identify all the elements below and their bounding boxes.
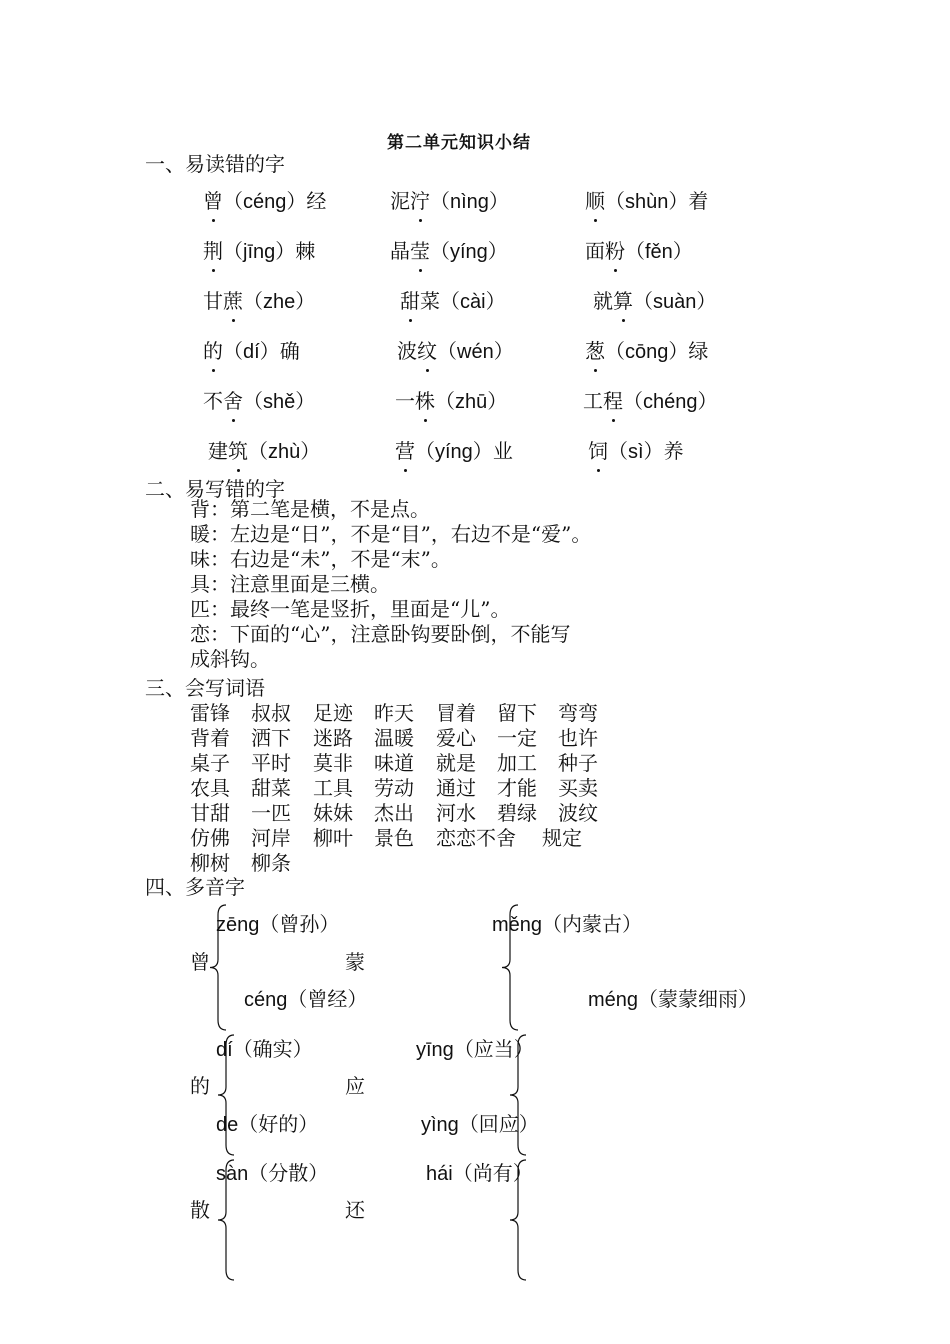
vocab-word: 桌子 [190, 751, 230, 775]
vocab-word: 甜菜 [251, 776, 291, 800]
pinyin: （zhù） [248, 441, 321, 463]
reading-entry [421, 1108, 539, 1137]
writing-note: 暖：左边是“日”，不是“目”，右边不是“爱”。 [190, 522, 592, 546]
pinyin: （cài） [440, 291, 506, 313]
vocab-word: 农具 [190, 776, 230, 800]
vocab-word: 河岸 [251, 826, 291, 850]
vocab-word: 规定 [542, 826, 582, 850]
pinyin: （chéng） [623, 391, 718, 413]
word: 波纹 [397, 339, 437, 363]
word: 营 [395, 439, 415, 463]
vocab-word: 柳条 [251, 851, 291, 875]
section3-heading: 三、会写词语 [145, 676, 265, 700]
vocab-word: 仿佛 [190, 826, 230, 850]
word: 葱 [585, 339, 605, 363]
reading-entry [588, 983, 758, 1012]
vocab-word: 妹妹 [313, 801, 353, 825]
word: 的 [203, 339, 223, 363]
reading-entry [426, 1157, 533, 1186]
word: 工程 [583, 389, 623, 413]
word: 荆 [203, 239, 223, 263]
vocab-word: 通过 [436, 776, 476, 800]
word: 一株 [395, 389, 435, 413]
reading-entry [416, 1033, 534, 1062]
reading-entry [492, 908, 642, 937]
vocab-word: 买卖 [558, 776, 598, 800]
pinyin: （fěn） [625, 241, 693, 263]
polyphonic-char: 散 [190, 1198, 210, 1222]
pinyin: （zhe） [243, 291, 316, 313]
vocab-word: 种子 [558, 751, 598, 775]
word-tail: 棘 [295, 239, 316, 263]
pinyin: sàn [216, 1163, 249, 1185]
writing-note: 成斜钩。 [190, 647, 270, 671]
writing-note: 匹：最终一笔是竖折，里面是“儿”。 [190, 597, 511, 621]
page-title: 第二单元知识小结 [387, 133, 531, 153]
vocab-word: 一匹 [251, 801, 291, 825]
vocab-word: 弯弯 [558, 701, 598, 725]
reading-entry [244, 983, 367, 1012]
example-word: （曾孙） [259, 912, 340, 936]
word: 建筑 [208, 439, 248, 463]
pinyin: （yíng） [415, 441, 493, 463]
vocab-word: 就是 [436, 751, 476, 775]
writing-note: 具：注意里面是三横。 [190, 572, 390, 596]
vocab-word: 洒下 [251, 726, 291, 750]
writing-note: 味：右边是“未”，不是“末”。 [190, 547, 451, 571]
example-word: （确实） [232, 1037, 313, 1061]
pinyin: （nìng） [430, 191, 509, 213]
pinyin: yìng [421, 1114, 459, 1136]
word: 甜菜 [400, 289, 440, 313]
word: 顺 [585, 189, 605, 213]
vocab-word: 昨天 [374, 701, 414, 725]
polyphonic-char: 蒙 [345, 950, 365, 974]
example-word: （分散） [248, 1161, 329, 1185]
vocab-word: 才能 [497, 776, 537, 800]
word-tail: 着 [688, 189, 709, 213]
vocab-word: 爱心 [436, 726, 476, 750]
word-tail: 绿 [688, 339, 709, 363]
example-word: （内蒙古） [542, 912, 643, 936]
example-word: （好的） [238, 1112, 319, 1136]
reading-entry [216, 1033, 313, 1062]
writing-note: 恋：下面的“心”，注意卧钩要卧倒，不能写 [190, 622, 571, 646]
pinyin: （shùn） [605, 191, 689, 213]
vocab-word: 温暖 [374, 726, 414, 750]
word-tail: 业 [492, 439, 513, 463]
word: 饲 [588, 439, 608, 463]
example-word: （尚有） [452, 1161, 533, 1185]
vocab-word: 工具 [313, 776, 353, 800]
vocab-word: 留下 [497, 701, 537, 725]
pinyin: （sì） [608, 441, 664, 463]
vocab-word: 一定 [497, 726, 537, 750]
example-word: （应当） [453, 1037, 534, 1061]
vocab-word: 景色 [374, 826, 414, 850]
vocab-word: 背着 [190, 726, 230, 750]
vocab-word: 劳动 [374, 776, 414, 800]
section2-heading: 二、易写错的字 [145, 477, 285, 501]
pinyin: （yíng） [430, 241, 508, 263]
vocab-word: 迷路 [313, 726, 353, 750]
section1-heading: 一、易读错的字 [145, 152, 285, 176]
vocab-word: 叔叔 [251, 701, 291, 725]
pinyin: （suàn） [633, 291, 717, 313]
vocab-word: 冒着 [436, 701, 476, 725]
word: 不舍 [203, 389, 243, 413]
word-tail: 确 [279, 339, 300, 363]
pinyin: yīng [416, 1039, 454, 1061]
word: 泥泞 [390, 189, 430, 213]
vocab-word: 波纹 [558, 801, 598, 825]
pinyin: céng [244, 989, 288, 1011]
pinyin: （wén） [437, 341, 514, 363]
word: 面粉 [585, 239, 625, 263]
pinyin: （zhū） [435, 391, 508, 413]
example-word: （回应） [458, 1112, 539, 1136]
pinyin: （shě） [243, 391, 316, 413]
reading-entry [216, 1157, 328, 1186]
pinyin: méng [588, 989, 639, 1011]
pinyin: （cōng） [605, 341, 689, 363]
vocab-word: 河水 [436, 801, 476, 825]
vocab-word: 也许 [558, 726, 598, 750]
polyphonic-char: 应 [345, 1074, 365, 1098]
pinyin: （dí） [223, 341, 280, 363]
vocab-word: 恋恋不舍 [436, 826, 516, 850]
pinyin: dí [216, 1039, 233, 1061]
word-tail: 经 [306, 189, 327, 213]
pinyin: de [216, 1114, 239, 1136]
vocab-word: 甘甜 [190, 801, 230, 825]
reading-entry [216, 1108, 318, 1137]
pinyin: hái [426, 1163, 453, 1185]
polyphonic-char: 还 [345, 1198, 365, 1222]
reading-entry [216, 908, 339, 937]
pinyin: zēng [216, 914, 260, 936]
vocab-word: 加工 [497, 751, 537, 775]
word: 就算 [593, 289, 633, 313]
vocab-word: 柳树 [190, 851, 230, 875]
vocab-word: 足迹 [313, 701, 353, 725]
vocab-word: 莫非 [313, 751, 353, 775]
polyphonic-char: 的 [190, 1074, 210, 1098]
vocab-word: 雷锋 [190, 701, 230, 725]
word: 晶莹 [390, 239, 430, 263]
vocab-word: 柳叶 [313, 826, 353, 850]
word: 曾 [203, 189, 223, 213]
vocab-word: 平时 [251, 751, 291, 775]
writing-note: 背：第二笔是横，不是点。 [190, 497, 430, 521]
word-tail: 养 [663, 439, 684, 463]
section4-heading: 四、多音字 [145, 875, 245, 899]
polyphonic-char: 曾 [190, 950, 210, 974]
example-word: （曾经） [287, 987, 368, 1011]
vocab-word: 味道 [374, 751, 414, 775]
vocab-word: 碧绿 [497, 801, 537, 825]
pinyin: （céng） [223, 191, 307, 213]
vocab-word: 杰出 [374, 801, 414, 825]
pinyin: měng [492, 914, 543, 936]
word: 甘蔗 [203, 289, 243, 313]
pinyin: （jīng） [223, 241, 296, 263]
example-word: （蒙蒙细雨） [638, 987, 759, 1011]
